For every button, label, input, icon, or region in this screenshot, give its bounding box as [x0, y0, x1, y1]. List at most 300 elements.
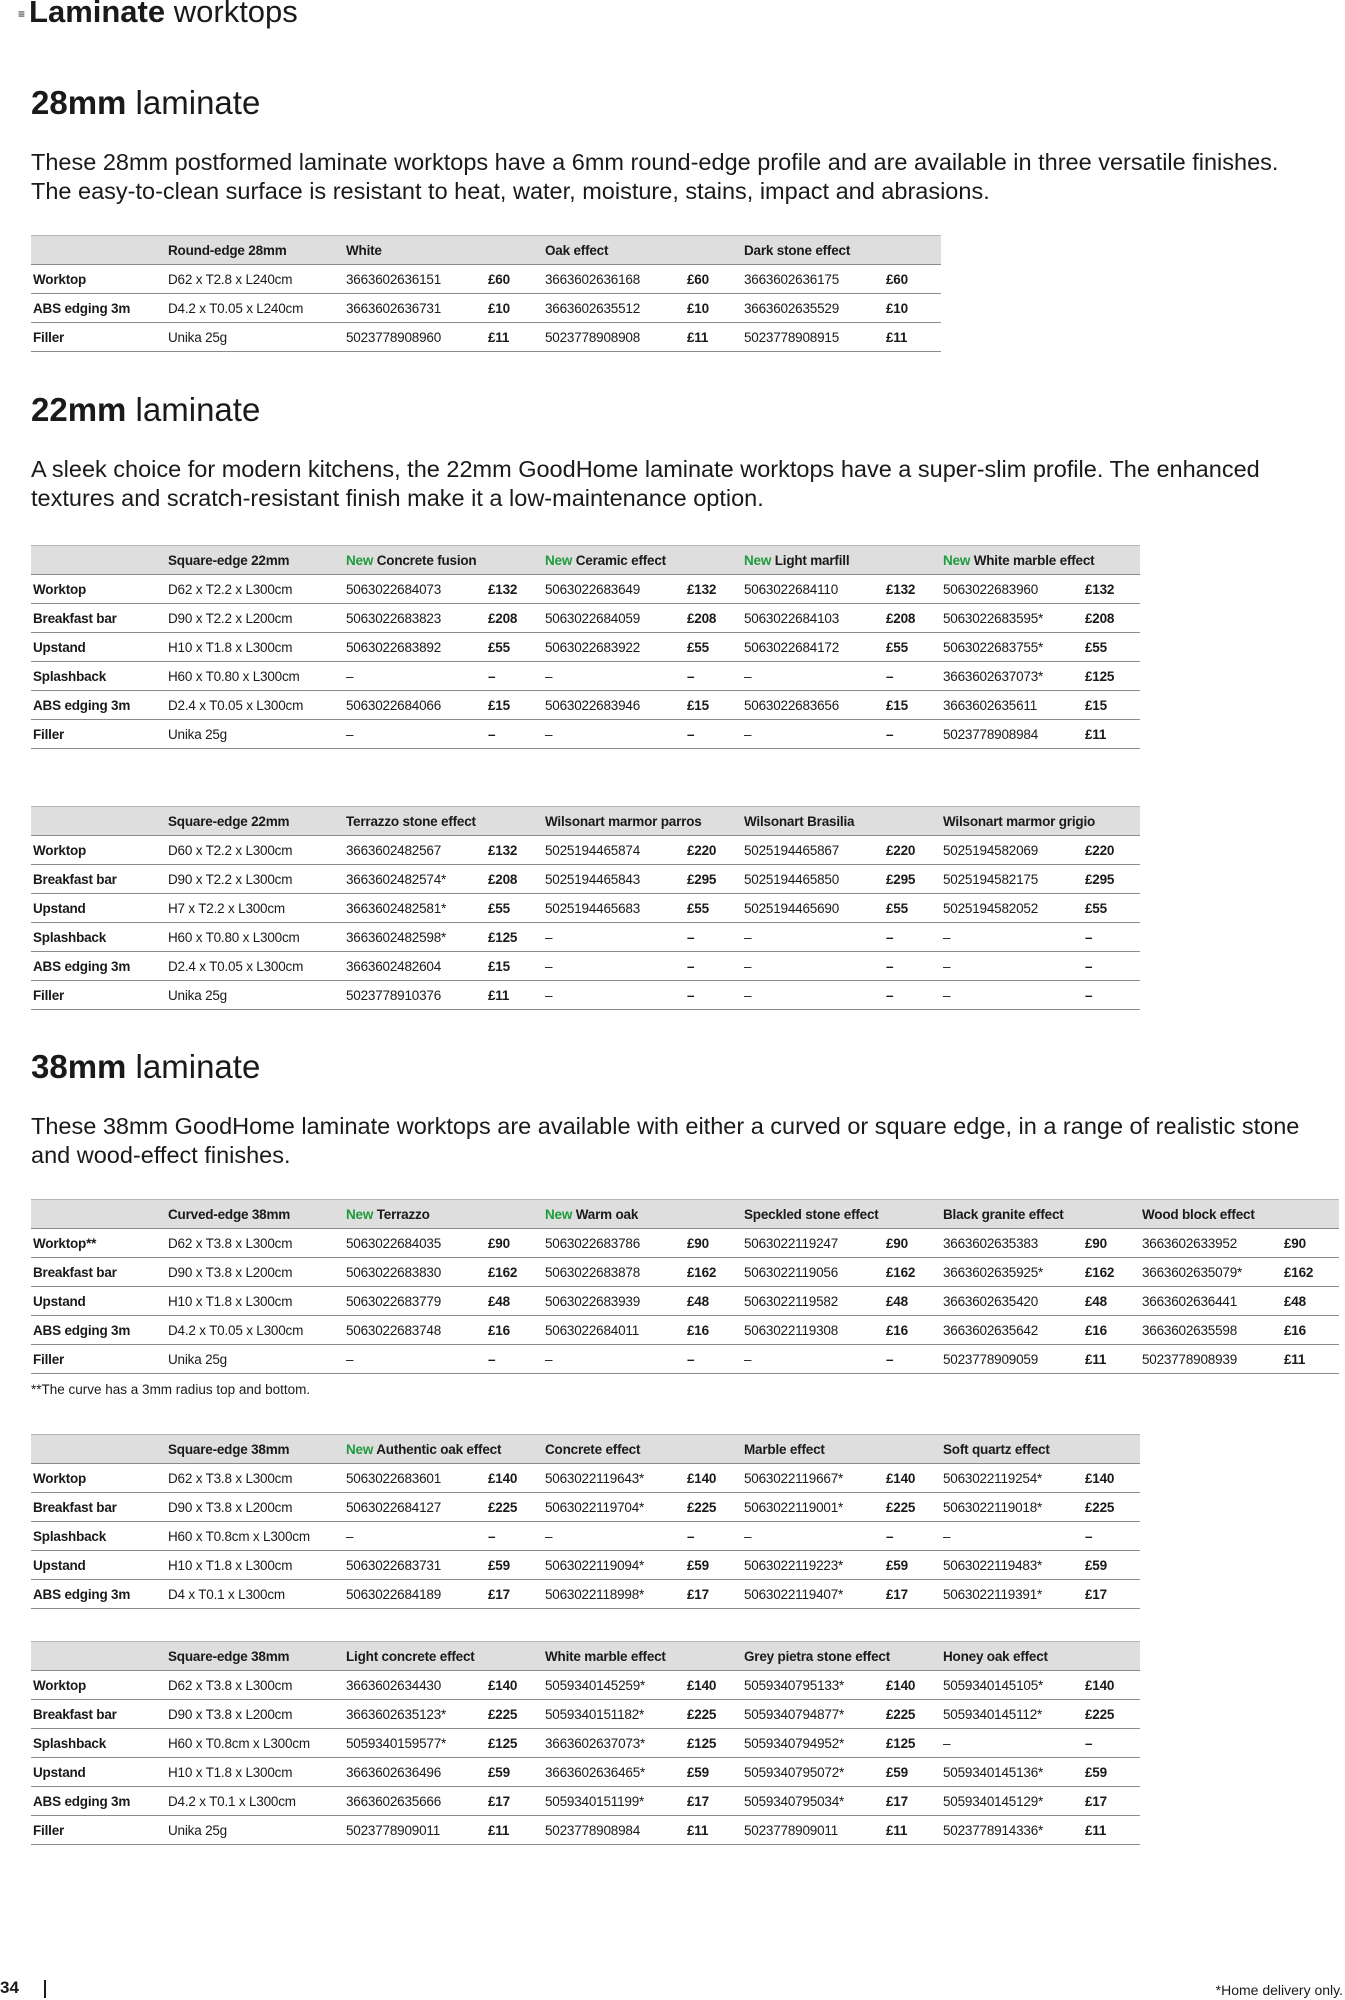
- price: £59: [1083, 1551, 1140, 1580]
- price: £140: [1083, 1464, 1140, 1493]
- price: £16: [884, 1316, 941, 1345]
- product-code: 5063022119254*: [941, 1464, 1083, 1493]
- product-code: 5023778909011: [344, 1816, 486, 1845]
- row-dimensions: Unika 25g: [166, 1345, 344, 1374]
- price: £295: [685, 865, 742, 894]
- product-code: 5063022683595*: [941, 604, 1083, 633]
- price: £60: [884, 265, 941, 294]
- finish-header: [344, 1435, 543, 1464]
- product-code: 5063022684059: [543, 604, 685, 633]
- spec-header: Curved-edge 38mm: [166, 1200, 344, 1229]
- price: –: [1083, 981, 1140, 1010]
- row-dimensions: D62 x T3.8 x L300cm: [166, 1229, 344, 1258]
- price: £11: [486, 1816, 543, 1845]
- price: £225: [884, 1493, 941, 1522]
- finish-name: Soft quartz effect: [943, 1441, 1050, 1457]
- price: £208: [1083, 604, 1140, 633]
- product-code: –: [344, 720, 486, 749]
- product-code: 5063022684172: [742, 633, 884, 662]
- finish-name: Wilsonart Brasilia: [744, 813, 855, 829]
- row-dimensions: H60 x T0.80 x L300cm: [166, 662, 344, 691]
- product-code: –: [344, 1522, 486, 1551]
- price: £11: [486, 323, 543, 352]
- price: £60: [685, 265, 742, 294]
- price: £59: [884, 1551, 941, 1580]
- product-code: 5023778908915: [742, 323, 884, 352]
- product-code: 5063022683946: [543, 691, 685, 720]
- table-row: [31, 294, 941, 323]
- product-code: 3663602637073*: [543, 1729, 685, 1758]
- row-dimensions: H10 x T1.8 x L300cm: [166, 633, 344, 662]
- price: £48: [486, 1287, 543, 1316]
- price: £140: [884, 1464, 941, 1493]
- row-dimensions: D60 x T2.2 x L300cm: [166, 836, 344, 865]
- price: £48: [1282, 1287, 1339, 1316]
- price: £162: [685, 1258, 742, 1287]
- price: £17: [1083, 1787, 1140, 1816]
- row-dimensions: Unika 25g: [166, 720, 344, 749]
- finish-header: [543, 1642, 742, 1671]
- price: £11: [685, 323, 742, 352]
- product-code: 5063022119094*: [543, 1551, 685, 1580]
- row-label: Breakfast bar: [31, 1700, 166, 1729]
- spec-table-22mm-new-finishes: [31, 545, 1140, 749]
- finish-header: [742, 1642, 941, 1671]
- row-label: Filler: [31, 1345, 166, 1374]
- table-row: [31, 1816, 1140, 1845]
- product-code: 5025194582175: [941, 865, 1083, 894]
- section-title-bold: 28mm: [31, 84, 127, 121]
- spec-table-38mm-curved-edge: [31, 1199, 1339, 1374]
- product-code: 5025194465843: [543, 865, 685, 894]
- table-row: [31, 1229, 1339, 1258]
- row-dimensions: H60 x T0.80 x L300cm: [166, 923, 344, 952]
- row-label: Worktop: [31, 575, 166, 604]
- table-row: [31, 633, 1140, 662]
- product-code: –: [941, 952, 1083, 981]
- price: £17: [486, 1580, 543, 1609]
- price: –: [685, 662, 742, 691]
- product-code: 3663602635420: [941, 1287, 1083, 1316]
- table-row: [31, 1345, 1339, 1374]
- finish-header: [344, 1642, 543, 1671]
- price: £208: [884, 604, 941, 633]
- row-label: ABS edging 3m: [31, 1580, 166, 1609]
- row-label: ABS edging 3m: [31, 952, 166, 981]
- intro-22mm: A sleek choice for modern kitchens, the 22mm GoodHome laminate worktops have a super-slim profile. The enhanced textures and scratch-resistant finish make it a low-maintenance option.: [31, 456, 1260, 511]
- price: –: [884, 1345, 941, 1374]
- price: £162: [486, 1258, 543, 1287]
- product-code: 5059340151199*: [543, 1787, 685, 1816]
- table-row: [31, 691, 1140, 720]
- finish-name: White: [346, 242, 382, 258]
- product-code: –: [941, 1522, 1083, 1551]
- row-dimensions: D62 x T3.8 x L300cm: [166, 1671, 344, 1700]
- product-code: 3663602636441: [1140, 1287, 1282, 1316]
- product-code: 5063022683892: [344, 633, 486, 662]
- header-blank: [31, 1435, 166, 1464]
- product-code: 5063022683786: [543, 1229, 685, 1258]
- product-code: 3663602637073*: [941, 662, 1083, 691]
- price: –: [685, 923, 742, 952]
- price: £90: [1282, 1229, 1339, 1258]
- product-code: –: [742, 923, 884, 952]
- delivery-footnote: *Home delivery only.: [1215, 1982, 1343, 1998]
- row-label: ABS edging 3m: [31, 691, 166, 720]
- product-code: –: [543, 1345, 685, 1374]
- product-code: –: [742, 662, 884, 691]
- product-code: 5063022119247: [742, 1229, 884, 1258]
- price: £15: [486, 952, 543, 981]
- page-number: 34: [0, 1978, 19, 1997]
- product-code: 5063022119018*: [941, 1493, 1083, 1522]
- new-badge: New: [346, 552, 374, 568]
- table-row: [31, 1700, 1140, 1729]
- product-code: 5059340795133*: [742, 1671, 884, 1700]
- finish-name: Terrazzo: [373, 1206, 430, 1222]
- row-dimensions: D90 x T3.8 x L200cm: [166, 1493, 344, 1522]
- finish-name: Ceramic effect: [572, 552, 666, 568]
- product-code: 5023778908984: [543, 1816, 685, 1845]
- product-code: 3663602635529: [742, 294, 884, 323]
- row-label: Filler: [31, 1816, 166, 1845]
- product-code: 5023778910376: [344, 981, 486, 1010]
- finish-name: Light marfill: [771, 552, 850, 568]
- price: –: [486, 662, 543, 691]
- price: £90: [685, 1229, 742, 1258]
- finish-name: Concrete effect: [545, 1441, 641, 1457]
- price: £90: [884, 1229, 941, 1258]
- price: £140: [685, 1671, 742, 1700]
- price: £11: [1083, 1345, 1140, 1374]
- product-code: 5059340145112*: [941, 1700, 1083, 1729]
- finish-header: [742, 1200, 941, 1229]
- product-code: 3663602635611: [941, 691, 1083, 720]
- row-dimensions: D62 x T2.2 x L300cm: [166, 575, 344, 604]
- price: £162: [1282, 1258, 1339, 1287]
- price: –: [1083, 1729, 1140, 1758]
- new-badge: New: [545, 552, 573, 568]
- row-dimensions: D90 x T2.2 x L200cm: [166, 604, 344, 633]
- table-row: [31, 1758, 1140, 1787]
- finish-header: [742, 546, 941, 575]
- product-code: 5025194582052: [941, 894, 1083, 923]
- table-row: [31, 323, 941, 352]
- price: £162: [884, 1258, 941, 1287]
- price: £15: [486, 691, 543, 720]
- table-row: [31, 1464, 1140, 1493]
- product-code: 5063022683823: [344, 604, 486, 633]
- row-label: ABS edging 3m: [31, 294, 166, 323]
- product-code: 5059340159577*: [344, 1729, 486, 1758]
- spec-header: Square-edge 22mm: [166, 807, 344, 836]
- new-badge: New: [943, 552, 971, 568]
- finish-name: Light concrete effect: [346, 1648, 475, 1664]
- price: £17: [884, 1787, 941, 1816]
- finish-header: [1140, 1200, 1339, 1229]
- finish-header: [742, 1435, 941, 1464]
- header-blank: [31, 1200, 166, 1229]
- product-code: 5063022119704*: [543, 1493, 685, 1522]
- section-title-rest: laminate: [126, 391, 261, 428]
- product-code: 5059340145136*: [941, 1758, 1083, 1787]
- product-code: –: [543, 662, 685, 691]
- row-dimensions: D4 x T0.1 x L300cm: [166, 1580, 344, 1609]
- row-dimensions: D62 x T3.8 x L300cm: [166, 1464, 344, 1493]
- price: £55: [1083, 894, 1140, 923]
- price: –: [685, 981, 742, 1010]
- price: £55: [685, 894, 742, 923]
- table-row: [31, 1493, 1140, 1522]
- product-code: 5063022119391*: [941, 1580, 1083, 1609]
- product-code: –: [941, 981, 1083, 1010]
- product-code: 5063022684035: [344, 1229, 486, 1258]
- page-title-rest: worktops: [165, 0, 298, 29]
- product-code: 5063022119308: [742, 1316, 884, 1345]
- section-title-bold: 38mm: [31, 1048, 127, 1085]
- new-badge: New: [545, 1206, 573, 1222]
- product-code: 5063022684110: [742, 575, 884, 604]
- product-code: 3663602636151: [344, 265, 486, 294]
- product-code: 3663602635383: [941, 1229, 1083, 1258]
- price: £10: [486, 294, 543, 323]
- product-code: 3663602635666: [344, 1787, 486, 1816]
- row-dimensions: Unika 25g: [166, 981, 344, 1010]
- finish-name: Warm oak: [572, 1206, 639, 1222]
- product-code: 3663602634430: [344, 1671, 486, 1700]
- row-dimensions: H60 x T0.8cm x L300cm: [166, 1729, 344, 1758]
- price: £162: [1083, 1258, 1140, 1287]
- row-label: Upstand: [31, 1758, 166, 1787]
- product-code: 3663602482604: [344, 952, 486, 981]
- price: £55: [685, 633, 742, 662]
- finish-header: [543, 1200, 742, 1229]
- price: £132: [486, 575, 543, 604]
- section-title-28mm: [31, 84, 260, 122]
- product-code: 3663602482567: [344, 836, 486, 865]
- product-code: 5063022683755*: [941, 633, 1083, 662]
- spec-header: Square-edge 38mm: [166, 1435, 344, 1464]
- price: £125: [1083, 662, 1140, 691]
- spec-table-38mm-square-edge-a: [31, 1434, 1140, 1609]
- product-code: 5059340151182*: [543, 1700, 685, 1729]
- product-code: 5059340145259*: [543, 1671, 685, 1700]
- intro-28mm: These 28mm postformed laminate worktops have a 6mm round-edge profile and are available in three versatile finishes. The easy-to-clean surface is resistant to heat, water, moisture, stains, impact and abrasions.: [31, 149, 1279, 204]
- price: –: [884, 923, 941, 952]
- price: –: [685, 720, 742, 749]
- price: –: [486, 720, 543, 749]
- table-header-row: [31, 807, 1140, 836]
- product-code: –: [344, 662, 486, 691]
- row-label: Splashback: [31, 662, 166, 691]
- price: £10: [884, 294, 941, 323]
- product-code: 5063022683649: [543, 575, 685, 604]
- finish-name: White marble effect: [970, 552, 1095, 568]
- product-code: –: [543, 720, 685, 749]
- price: –: [1083, 923, 1140, 952]
- product-code: 5063022683830: [344, 1258, 486, 1287]
- product-code: 5025194465690: [742, 894, 884, 923]
- product-code: 3663602635512: [543, 294, 685, 323]
- row-dimensions: Unika 25g: [166, 323, 344, 352]
- product-code: 5059340145129*: [941, 1787, 1083, 1816]
- finish-header: [941, 807, 1140, 836]
- price: £208: [486, 604, 543, 633]
- price: £59: [1083, 1758, 1140, 1787]
- product-code: 5063022119667*: [742, 1464, 884, 1493]
- product-code: 5063022684189: [344, 1580, 486, 1609]
- product-code: 3663602635123*: [344, 1700, 486, 1729]
- price: £132: [1083, 575, 1140, 604]
- price: £11: [1083, 1816, 1140, 1845]
- product-code: 5063022683748: [344, 1316, 486, 1345]
- finish-header: [344, 807, 543, 836]
- price: –: [486, 1345, 543, 1374]
- finish-name: White marble effect: [545, 1648, 666, 1664]
- product-code: 5023778908960: [344, 323, 486, 352]
- row-label: Upstand: [31, 1551, 166, 1580]
- price: £55: [1083, 633, 1140, 662]
- finish-name: Wilsonart marmor parros: [545, 813, 702, 829]
- product-code: –: [742, 1522, 884, 1551]
- product-code: 5063022119001*: [742, 1493, 884, 1522]
- price: £295: [884, 865, 941, 894]
- intro-38mm: These 38mm GoodHome laminate worktops are available with either a curved or square edge, in a range of realistic stone and wood-effect finishes.: [31, 1113, 1300, 1168]
- table-header-row: [31, 546, 1140, 575]
- table-header-row: [31, 1435, 1140, 1464]
- price: £208: [685, 604, 742, 633]
- finish-header: [344, 546, 543, 575]
- finish-header: [344, 236, 543, 265]
- section-title-rest: laminate: [126, 84, 261, 121]
- price: £48: [884, 1287, 941, 1316]
- price: £15: [685, 691, 742, 720]
- finish-header: [742, 807, 941, 836]
- price: £125: [685, 1729, 742, 1758]
- curve-footnote: **The curve has a 3mm radius top and bottom.: [31, 1382, 311, 1397]
- product-code: 3663602635079*: [1140, 1258, 1282, 1287]
- product-code: –: [742, 720, 884, 749]
- row-label: Filler: [31, 323, 166, 352]
- product-code: 5063022683922: [543, 633, 685, 662]
- price: £140: [1083, 1671, 1140, 1700]
- product-code: –: [543, 952, 685, 981]
- product-code: 5063022683731: [344, 1551, 486, 1580]
- row-label: ABS edging 3m: [31, 1787, 166, 1816]
- finish-name: Wilsonart marmor grigio: [943, 813, 1096, 829]
- price: –: [884, 952, 941, 981]
- row-dimensions: H10 x T1.8 x L300cm: [166, 1287, 344, 1316]
- row-label: ABS edging 3m: [31, 1316, 166, 1345]
- product-code: 5063022119483*: [941, 1551, 1083, 1580]
- price: –: [1083, 1522, 1140, 1551]
- price: £55: [486, 894, 543, 923]
- product-code: 5025194582069: [941, 836, 1083, 865]
- table-header-row: [31, 1200, 1339, 1229]
- row-label: Worktop: [31, 1464, 166, 1493]
- price: £125: [884, 1729, 941, 1758]
- section-title-38mm: [31, 1048, 260, 1086]
- header-blank: [31, 546, 166, 575]
- spec-table-22mm-stone-finishes: [31, 806, 1140, 1010]
- price: £59: [685, 1551, 742, 1580]
- price: £17: [1083, 1580, 1140, 1609]
- price: –: [884, 720, 941, 749]
- product-code: 3663602482581*: [344, 894, 486, 923]
- row-dimensions: H7 x T2.2 x L300cm: [166, 894, 344, 923]
- product-code: 5025194465683: [543, 894, 685, 923]
- price: £11: [685, 1816, 742, 1845]
- price: £225: [685, 1493, 742, 1522]
- finish-header: [742, 236, 941, 265]
- price: £132: [486, 836, 543, 865]
- price: £220: [685, 836, 742, 865]
- product-code: –: [543, 981, 685, 1010]
- price: £225: [486, 1493, 543, 1522]
- price: £16: [486, 1316, 543, 1345]
- product-code: –: [742, 1345, 884, 1374]
- price: –: [685, 952, 742, 981]
- row-label: Breakfast bar: [31, 1493, 166, 1522]
- product-code: 3663602635642: [941, 1316, 1083, 1345]
- finish-header: [543, 236, 742, 265]
- finish-name: Wood block effect: [1142, 1206, 1255, 1222]
- finish-name: Concrete fusion: [373, 552, 477, 568]
- product-code: 5025194465867: [742, 836, 884, 865]
- finish-header: [344, 1200, 543, 1229]
- table-row: [31, 923, 1140, 952]
- product-code: 5059340794877*: [742, 1700, 884, 1729]
- table-row: [31, 865, 1140, 894]
- finish-header: [543, 546, 742, 575]
- row-dimensions: H60 x T0.8cm x L300cm: [166, 1522, 344, 1551]
- price: –: [1083, 952, 1140, 981]
- price: £15: [1083, 691, 1140, 720]
- finish-name: Grey pietra stone effect: [744, 1648, 891, 1664]
- table-row: [31, 1580, 1140, 1609]
- product-code: 3663602635925*: [941, 1258, 1083, 1287]
- product-code: 3663602636465*: [543, 1758, 685, 1787]
- finish-name: Speckled stone effect: [744, 1206, 879, 1222]
- table-row: [31, 1316, 1339, 1345]
- product-code: 5063022683939: [543, 1287, 685, 1316]
- header-blank: [31, 807, 166, 836]
- section-title-bold: 22mm: [31, 391, 127, 428]
- product-code: 5059340795034*: [742, 1787, 884, 1816]
- product-code: 3663602636175: [742, 265, 884, 294]
- table-row: [31, 575, 1140, 604]
- price: £55: [884, 633, 941, 662]
- price: £48: [685, 1287, 742, 1316]
- price: £220: [1083, 836, 1140, 865]
- price: –: [884, 662, 941, 691]
- product-code: –: [543, 1522, 685, 1551]
- product-code: 3663602482574*: [344, 865, 486, 894]
- price: £11: [486, 981, 543, 1010]
- price: £132: [884, 575, 941, 604]
- table-row: [31, 1787, 1140, 1816]
- price: £225: [1083, 1700, 1140, 1729]
- page-title-bold: Laminate: [29, 0, 166, 29]
- product-code: 5025194465850: [742, 865, 884, 894]
- table-row: [31, 1671, 1140, 1700]
- table-row: [31, 981, 1140, 1010]
- table-row: [31, 604, 1140, 633]
- product-code: 5063022684011: [543, 1316, 685, 1345]
- price: £295: [1083, 865, 1140, 894]
- price: £90: [486, 1229, 543, 1258]
- price: £59: [486, 1551, 543, 1580]
